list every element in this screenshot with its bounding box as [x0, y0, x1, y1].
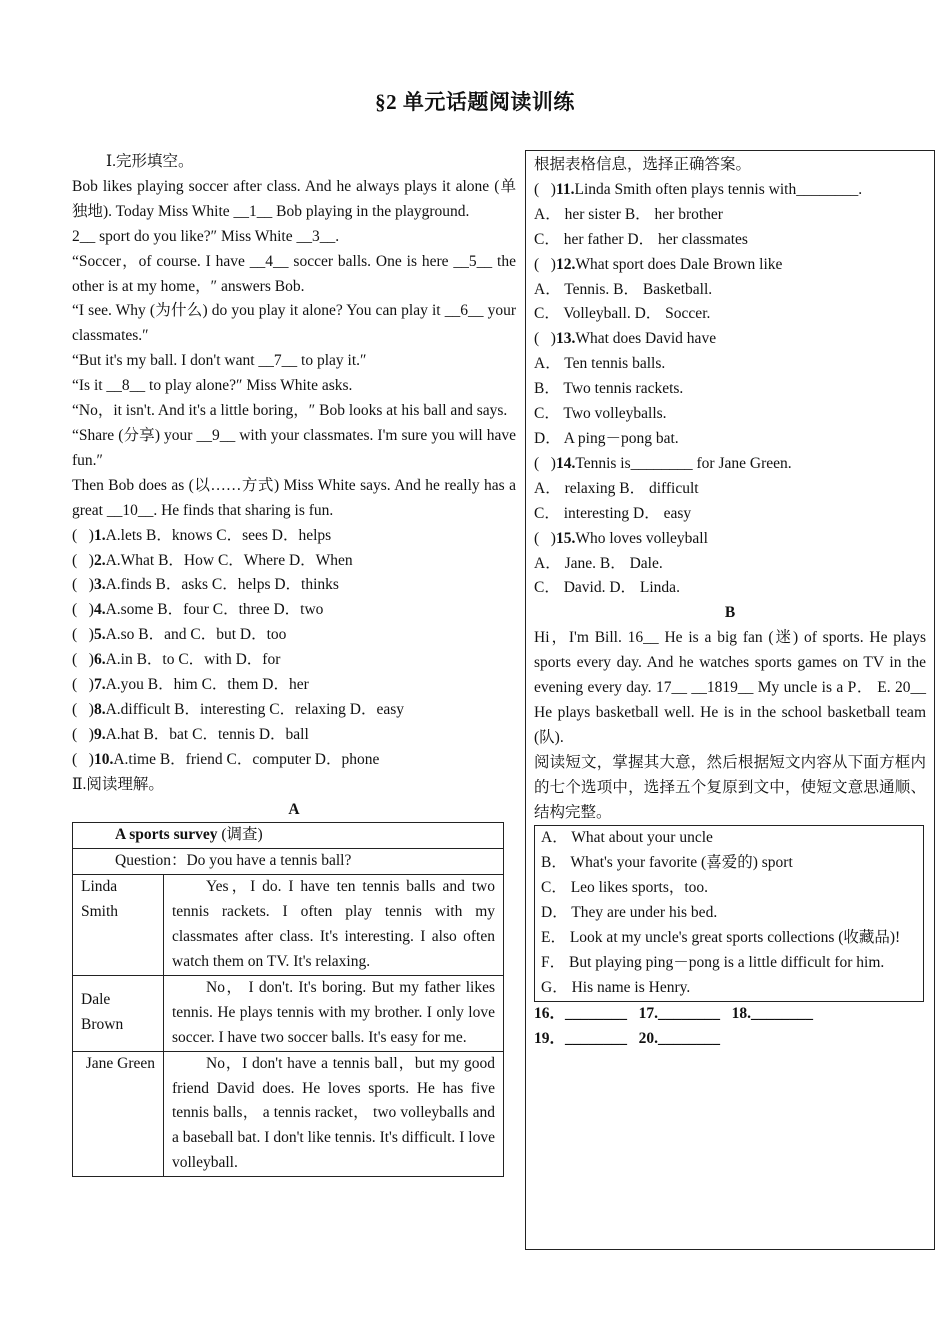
- question-option-line: A． her sister B． her brother: [534, 205, 723, 223]
- question-options: A.so B．and C．but D．too: [105, 626, 287, 644]
- survey-question: Question：Do you have a tennis ball?: [73, 849, 504, 875]
- cloze-line: “Share (分享) your __9__ with your classmates. I'm sure you will have fun.″: [72, 426, 516, 469]
- cloze-question: [72, 623, 516, 648]
- survey-title: A sports survey: [115, 826, 218, 844]
- question-option-line: A． Ten tennis balls.: [534, 355, 666, 373]
- question-stem: What does David have: [575, 330, 717, 348]
- question-option-line: A． Jane. B． Dale.: [534, 554, 663, 572]
- respondent-answer: No， I don't. It's boring. But my father likes tennis. He plays tennis with my brother. I only love soccer. I have two soccer balls. It's easy for me.: [164, 975, 504, 1051]
- question-option-line: C． Two volleyballs.: [534, 405, 667, 423]
- cloze-line: 2__ sport do you like?″ Miss White __3__.: [72, 227, 340, 245]
- box-option: B． What's your favorite (喜爱的) sport: [541, 854, 793, 872]
- options-box: [534, 825, 924, 1001]
- respondent-name: Jane Green: [73, 1051, 164, 1177]
- cloze-line: “Soccer，of course. I have __4__ soccer balls. One is here __5__ the other is at my home，″ answers Bob.: [72, 252, 516, 295]
- cloze-line: “I see. Why (为什么) do you play it alone? You can play it __6__ your classmates.″: [72, 302, 516, 345]
- answer-paren[interactable]: ( ): [72, 626, 94, 644]
- respondent-name: Dale Brown: [73, 975, 164, 1051]
- cloze-question: [72, 648, 516, 673]
- question-number: 6.: [93, 651, 106, 669]
- question-number: 12.: [555, 255, 576, 273]
- instruction-a: 根据表格信息，选择正确答案。: [534, 156, 752, 173]
- respondent-answer: Yes，I do. I have ten tennis balls and two tennis rackets. I often play tennis with my classmates after class. It's interesting. I also often watch them on TV. It's relaxing.: [164, 875, 504, 976]
- table-row: [73, 875, 504, 976]
- question-number: 13.: [555, 330, 576, 348]
- answer-paren[interactable]: ( ): [534, 180, 556, 198]
- question-options: A.What B．How C．Where D．When: [105, 551, 353, 569]
- answer-blanks-row: 16．________ 17.________ 18.________: [534, 1004, 814, 1022]
- question-number: 9.: [93, 725, 106, 743]
- cloze-question: [72, 549, 516, 574]
- question-options: A.some B．four C．three D．two: [105, 601, 324, 619]
- question-option-line: D． A ping－pong bat.: [534, 429, 679, 447]
- answer-paren[interactable]: ( ): [72, 651, 94, 669]
- question-option-line: C． her father D． her classmates: [534, 230, 748, 248]
- cloze-question: [72, 698, 516, 723]
- cloze-line: Bob likes playing soccer after class. And he always plays it alone (单独地). Today Miss White __1__ Bob playing in the playground.: [72, 177, 516, 220]
- answer-paren[interactable]: ( ): [72, 750, 94, 768]
- cloze-line: “But it's my ball. I don't want __7__ to play it.″: [72, 352, 367, 370]
- question-option-line: C． interesting D． easy: [534, 504, 692, 522]
- cloze-question: [72, 573, 516, 598]
- question-number: 11.: [555, 180, 575, 198]
- question-number: 7.: [93, 676, 106, 694]
- survey-title-note: (调查): [217, 826, 263, 844]
- reading-question: [534, 178, 926, 203]
- instruction-b: 阅读短文，掌握其大意，然后根据短文内容从下面方框内的七个选项中，选择五个复原到文中，使短文意思通顺、结构完整。: [534, 753, 926, 821]
- cloze-question: [72, 748, 516, 773]
- answer-paren[interactable]: ( ): [72, 601, 94, 619]
- question-number: 5.: [93, 626, 106, 644]
- cloze-question-list: [72, 524, 516, 773]
- survey-table: [72, 822, 504, 1177]
- box-option: A． What about your uncle: [541, 829, 713, 847]
- question-option-line: C． Volleyball. D． Soccer.: [534, 305, 711, 323]
- question-option-line: A． Tennis. B． Basketball.: [534, 280, 713, 298]
- question-number: 8.: [93, 700, 106, 718]
- question-option-line: B． Two tennis rackets.: [534, 380, 684, 398]
- question-options: A.in B．to C．with D．for: [105, 651, 281, 669]
- section2-heading: Ⅱ.阅读理解。: [72, 775, 164, 793]
- cloze-question: [72, 723, 516, 748]
- answer-paren[interactable]: ( ): [534, 529, 556, 547]
- question-options: A.finds B．asks C．helps D．thinks: [105, 576, 339, 594]
- question-stem: Tennis is________ for Jane Green.: [575, 454, 792, 472]
- passage-b-text: Hi，I'm Bill. 16__ He is a big fan (迷) of sports. He plays sports every day. And he watches sports games on TV in the evening every day. 17__ __1819__ My uncle is a P． E. 20__ He plays basketball well. He is in the school basketball team (队).: [534, 629, 926, 746]
- answer-paren[interactable]: ( ): [72, 700, 94, 718]
- table-row: [73, 1051, 504, 1177]
- question-option-line: C． David. D． Linda.: [534, 579, 680, 597]
- cloze-question: [72, 524, 516, 549]
- respondent-name: Linda Smith: [73, 875, 164, 976]
- answer-paren[interactable]: ( ): [72, 676, 94, 694]
- box-option: F． But playing ping－pong is a little difficult for him.: [541, 954, 885, 971]
- box-option: D． They are under his bed.: [541, 904, 718, 922]
- answer-paren[interactable]: ( ): [72, 576, 94, 594]
- question-number: 14.: [555, 454, 576, 472]
- right-column: [525, 150, 935, 1250]
- left-column: [72, 150, 516, 1177]
- passage-b-label: B: [724, 604, 736, 622]
- answer-paren[interactable]: ( ): [72, 526, 94, 544]
- cloze-line: “Is it __8__ to play alone?″ Miss White asks.: [72, 377, 353, 395]
- question-option-line: A． relaxing B． difficult: [534, 479, 699, 497]
- cloze-line: “No，it isn't. And it's a little boring，″ Bob looks at his ball and says.: [72, 402, 508, 420]
- reading-question: [534, 527, 926, 552]
- question-options: A.time B．friend C．computer D．phone: [113, 750, 380, 768]
- cloze-question: [72, 598, 516, 623]
- page-title: §2 单元话题阅读训练: [375, 90, 575, 114]
- question-number: 15.: [555, 529, 576, 547]
- answer-blanks-row: 19．________ 20.________: [534, 1029, 721, 1047]
- answer-paren[interactable]: ( ): [534, 255, 556, 273]
- cloze-line: Then Bob does as (以……方式) Miss White says. And he really has a great __10__. He finds that sharing is fun.: [72, 476, 516, 519]
- answer-paren[interactable]: ( ): [72, 551, 94, 569]
- survey-title-cell: [73, 823, 504, 849]
- passage-a-label: A: [288, 800, 300, 818]
- question-options: A.hat B．bat C．tennis D．ball: [105, 725, 309, 743]
- section1-heading: Ⅰ.完形填空。: [106, 153, 194, 170]
- cloze-question: [72, 673, 516, 698]
- question-number: 1.: [93, 526, 106, 544]
- box-option: C． Leo likes sports，too.: [541, 879, 709, 897]
- reading-question: [534, 452, 926, 477]
- answer-paren[interactable]: ( ): [534, 330, 556, 348]
- question-stem: What sport does Dale Brown like: [575, 255, 783, 273]
- question-number: 4.: [93, 601, 106, 619]
- table-row: [73, 975, 504, 1051]
- question-stem: Who loves volleyball: [575, 529, 708, 547]
- reading-question: [534, 327, 926, 352]
- respondent-answer: No，I don't have a tennis ball，but my good friend David does. He loves sports. He has five tennis balls， a tennis racket， two volleyballs and a baseball bat. I don't like tennis. It's difficult. I love volleyball.: [164, 1051, 504, 1177]
- question-options: A.lets B．knows C．sees D．helps: [105, 526, 332, 544]
- reading-question-list: [534, 178, 926, 601]
- question-options: A.you B．him C．them D．her: [105, 676, 309, 694]
- reading-question: [534, 253, 926, 278]
- answer-paren[interactable]: ( ): [72, 725, 94, 743]
- answer-paren[interactable]: ( ): [534, 454, 556, 472]
- question-number: 3.: [93, 576, 106, 594]
- question-number: 2.: [93, 551, 106, 569]
- box-option: E． Look at my uncle's great sports collections (收藏品)!: [541, 929, 901, 947]
- box-option: G． His name is Henry.: [541, 978, 691, 996]
- question-number: 10.: [93, 750, 114, 768]
- question-stem: Linda Smith often plays tennis with________.: [574, 180, 863, 198]
- question-options: A.difficult B．interesting C．relaxing D．easy: [105, 700, 405, 718]
